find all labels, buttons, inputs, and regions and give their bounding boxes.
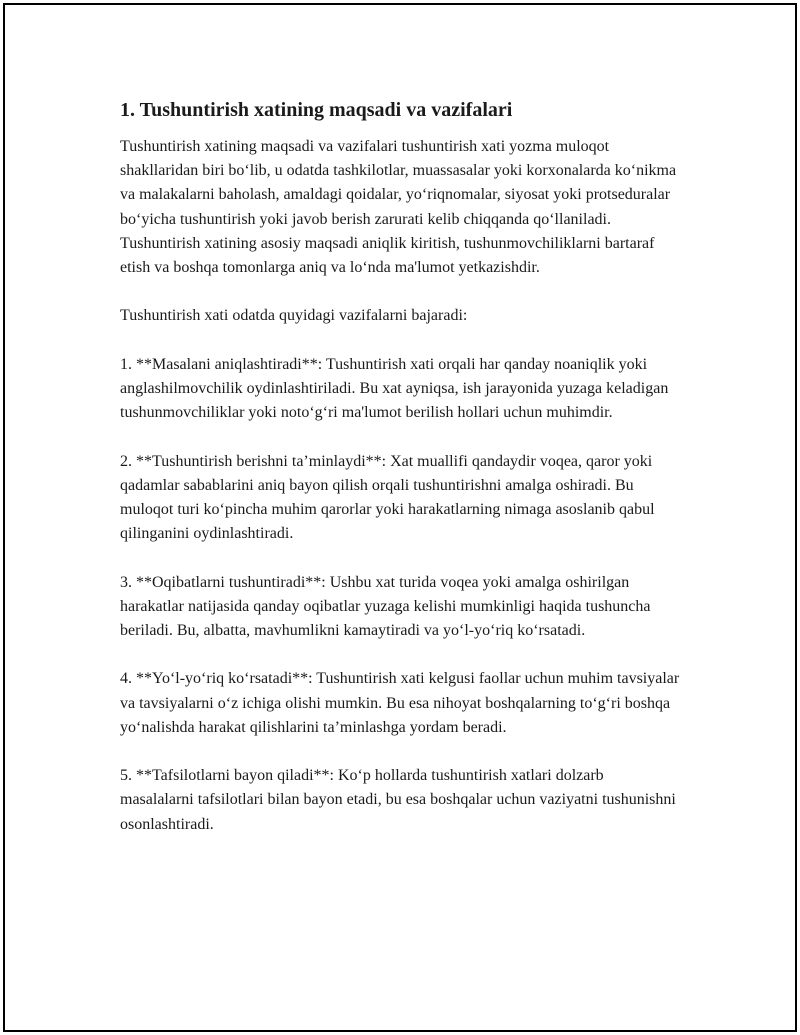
task-item-3: 3. **Oqibatlarni tushuntiradi**: Ushbu xat turida voqea yoki amalga oshirilgan harakatlar natijasida qanday oqibatlar yuzaga kelishi mumkinligi haqida tushuncha beriladi. Bu, albatta, mavhumlikni kamaytiradi va yo‘l-yo‘riq ko‘rsatadi. bbox=[120, 573, 651, 639]
task-item-5: 5. **Tafsilotlarni bayon qiladi**: Ko‘p hollarda tushuntirish xatlari dolzarb masalalarni tafsilotlari bilan bayon etadi, bu esa boshqalar uchun vaziyatni tushunishni osonlashtiradi. bbox=[120, 767, 676, 833]
document-body bbox=[120, 97, 680, 861]
section-heading: 1. Tushuntirish xatining maqsadi va vazifalari bbox=[120, 99, 513, 121]
task-item-1: 1. **Masalani aniqlashtiradi**: Tushuntirish xati orqali har qanday noaniqlik yoki anglashilmovchilik oydinlashtiriladi. Bu xat ayniqsa, ish jarayonida yuzaga keladigan tushunmovchiliklar yoki noto‘g‘ri ma'lumot berilish hollari uchun muhimdir. bbox=[120, 355, 669, 422]
page-frame bbox=[3, 3, 797, 1032]
task-item-4: 4. **Yo‘l-yo‘riq ko‘rsatadi**: Tushuntirish xati kelgusi faollar uchun muhim tavsiyalar va tavsiyalarni o‘z ichiga olishi mumkin. Bu esa nihoyat boshqalarning to‘g‘ri boshqa yo‘nalishda harakat qilishlarini ta’minlashga yordam beradi. bbox=[120, 670, 680, 736]
tasks-intro-paragraph: Tushuntirish xati odatda quyidagi vazifalarni bajaradi: bbox=[120, 307, 468, 325]
intro-paragraph: Tushuntirish xatining maqsadi va vazifalari tushuntirish xati yozma muloqot shakllaridan biri bo‘lib, u odatda tashkilotlar, muassasalar yoki korxonalarda ko‘nikma va malakalarni baholash, amaldagi qoidalar, yo‘riqnomalar, siyosat yoki protseduralar bo‘yicha tushuntirish yoki javob berish zarurati kelib chiqqanda qo‘llaniladi. Tushuntirish xatining asosiy maqsadi aniqlik kiritish, tushunmovchiliklarni bartaraf etish va boshqa tomonlarga aniq va lo‘nda ma'lumot yetkazishdir. bbox=[120, 138, 677, 277]
task-item-2: 2. **Tushuntirish berishni ta’minlaydi**: Xat muallifi qandaydir voqea, qaror yoki qadamlar sabablarini aniq bayon qilish orqali tushuntirishni amalga oshiradi. Bu muloqot turi ko‘pincha muhim qarorlar yoki harakatlarning nimaga asoslanib qabul qilinganini oydinlashtiradi. bbox=[120, 452, 655, 543]
